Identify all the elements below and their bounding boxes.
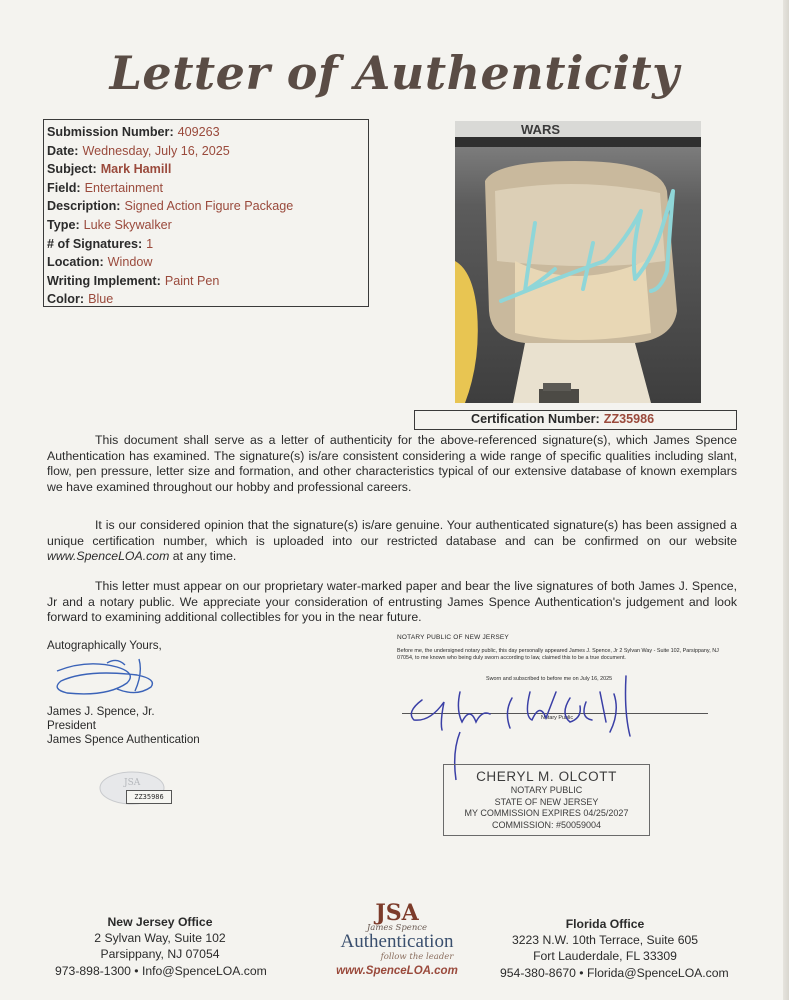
notary-statement: Before me, the undersigned notary public, this day personally appeared James J. Spence, Jr 2 Sylvan Way - Suite 102, Parsippany, NJ 07054, to me known who being duly sworn according to law, claimed this to be a true document.: [397, 648, 719, 661]
jsa-logo: JSA James Spence Authentication follow the leader www.SpenceLOA.com: [313, 902, 481, 982]
submission-number: 409263: [177, 125, 220, 139]
certification-number-box: [414, 410, 737, 430]
paragraph-watermark: This letter must appear on our proprietary water-marked paper and bear the live signatures of both James J. Spence, Jr and a notary public. We appreciate your consideration of entrusting James Spence Authentication's judgement and look forward to examining additional collectibles for you in the near future.: [47, 579, 737, 625]
notary-heading: NOTARY PUBLIC OF NEW JERSEY: [397, 634, 509, 641]
fl-email[interactable]: Florida@SpenceLOA.com: [586, 965, 729, 980]
president-signature: [47, 653, 177, 701]
fl-phone: 954-380-8670: [500, 965, 576, 980]
paper-edge: [783, 0, 789, 1000]
website-link[interactable]: www.SpenceLOA.com: [47, 549, 170, 564]
implement-value: Paint Pen: [164, 273, 220, 288]
field-value: Entertainment: [84, 180, 163, 195]
paragraph-examination: This document shall serve as a letter of authenticity for the above-referenced signature(s), which James Spence Authentication has examined. The signature(s) is/are consistent considering a wide range of specific qualities including slant, flow, pen pressure, letter size and formation, and other characteristics typical of our extensive database of known exemplars we have examined throughout our hobby and professional careers.: [47, 433, 737, 494]
company-name: James Spence Authentication: [47, 733, 200, 746]
fl-office: Florida Office 3223 N.W. 10th Terrace, Suite 605 Fort Lauderdale, FL 33309 954-380-8670 • Florida@SpenceLOA.com: [500, 917, 729, 980]
detail-row-implement: Writing Implement: Paint Pen: [47, 273, 220, 288]
color-value: Blue: [88, 292, 114, 307]
paint-pen-signature: [455, 121, 701, 403]
nj-phone: 973-898-1300: [55, 963, 131, 978]
svg-text:JSA: JSA: [124, 778, 141, 788]
detail-row-color: Color: Blue: [47, 292, 114, 307]
type-value: Luke Skywalker: [83, 217, 172, 232]
nj-email[interactable]: Info@SpenceLOA.com: [141, 963, 267, 978]
detail-row-subject: Subject: Mark Hamill: [47, 162, 172, 177]
location-value: Window: [107, 255, 153, 270]
president-role: President: [47, 719, 96, 732]
logo-url[interactable]: www.SpenceLOA.com: [336, 965, 458, 977]
description-value: Signed Action Figure Package: [124, 199, 294, 214]
detail-row-location: Location: Window: [47, 255, 153, 270]
notary-line-label: Notary Public: [541, 715, 574, 721]
subject-name: Mark Hamill: [100, 162, 172, 177]
paragraph-opinion: It is our considered opinion that the signature(s) is/are genuine. Your authenticated signature(s) has been assigned a unique certification number, which is uploaded into our restricted database and can be confirmed on our website www.SpenceLOA.com at any time.: [47, 518, 737, 564]
detail-row-description: Description: Signed Action Figure Package: [47, 199, 294, 214]
submission-details-box: [43, 119, 369, 307]
detail-row-submission: Submission Number: 409263: [47, 125, 220, 139]
certification-number: ZZ35986: [603, 412, 655, 426]
president-name: James J. Spence, Jr.: [47, 705, 155, 718]
notary-stamp: CHERYL M. OLCOTT NOTARY PUBLIC STATE OF NEW JERSEY MY COMMISSION EXPIRES 04/25/2027 COMMISSION: #50059004: [443, 764, 650, 836]
detail-row-type: Type: Luke Skywalker: [47, 217, 172, 232]
item-photo: [455, 121, 701, 403]
notary-name: CHERYL M. OLCOTT: [476, 769, 617, 784]
notary-sworn-date: Sworn and subscribed to before me on July 16, 2025: [486, 676, 613, 682]
package-text: WARS: [521, 122, 560, 137]
closing-text: Autographically Yours,: [47, 639, 162, 652]
detail-row-date: Date: Wednesday, July 16, 2025: [47, 143, 230, 158]
document-title: Letter of Authenticity: [109, 46, 680, 100]
detail-row-field: Field: Entertainment: [47, 180, 163, 195]
hologram-code: ZZ35986: [126, 790, 172, 804]
president-signoff: [47, 639, 200, 747]
detail-row-signatures: # of Signatures: 1: [47, 236, 154, 251]
nj-office: New Jersey Office 2 Sylvan Way, Suite 102 Parsippany, NJ 07054 973-898-1300 • Info@SpenceLOA.com: [55, 915, 267, 978]
certification-label: Certification Number:: [471, 412, 600, 426]
submission-date: Wednesday, July 16, 2025: [82, 143, 230, 158]
signature-count: 1: [146, 236, 154, 251]
